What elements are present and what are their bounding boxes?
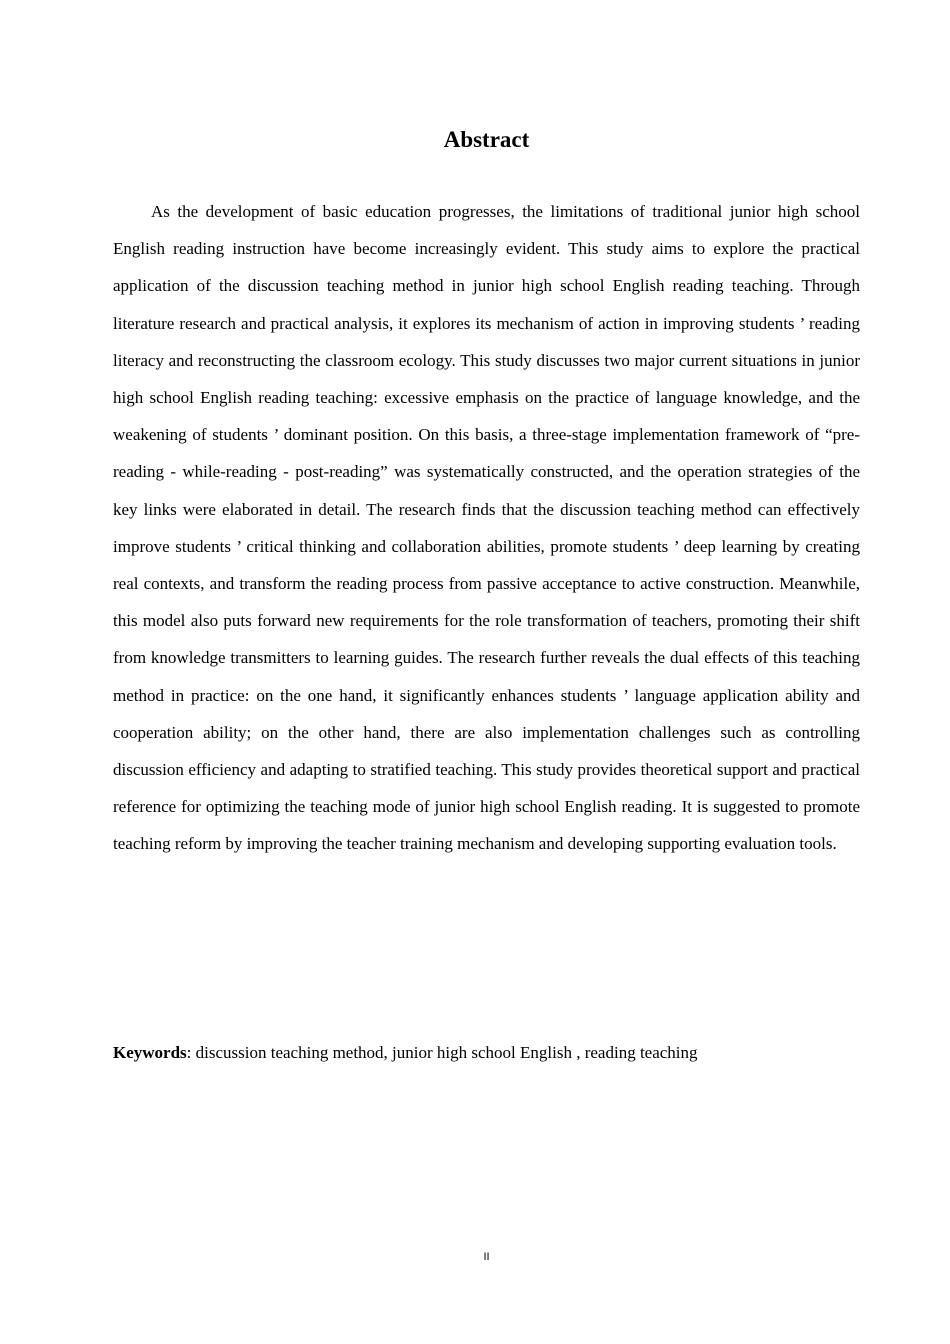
document-page (113, 0, 860, 1344)
abstract-body-text: As the development of basic education progresses, the limitations of traditional junior high school English reading instruction have become increasingly evident. This study aims to explore the practical application of the discussion teaching method in junior high school English reading teaching. Through literature research and practical analysis, it explores its mechanism of action in improving students ’ reading literacy and reconstructing the classroom ecology. This study discusses two major current situations in junior high school English reading teaching: excessive emphasis on the practice of language knowledge, and the weakening of students ’ dominant position. On this basis, a three-stage implementation framework of “pre-reading - while-reading - post-reading” was systematically constructed, and the operation strategies of the key links were elaborated in detail. The research finds that the discussion teaching method can effectively improve students ’ critical thinking and collaboration abilities, promote students ’ deep learning by creating real contexts, and transform the reading process from passive acceptance to active construction. Meanwhile, this model also puts forward new requirements for the role transformation of teachers, promoting their shift from knowledge transmitters to learning guides. The research further reveals the dual effects of this teaching method in practice: on the one hand, it significantly enhances students ’ language application ability and cooperation ability; on the other hand, there are also implementation challenges such as controlling discussion efficiency and adapting to stratified teaching. This study provides theoretical support and practical reference for optimizing the teaching mode of junior high school English reading. It is suggested to promote teaching reform by improving the teacher training mechanism and developing supporting evaluation tools. (113, 202, 860, 854)
keywords-line (113, 1038, 860, 1068)
keywords-text: : discussion teaching method, junior high school English , reading teaching (186, 1043, 698, 1062)
keywords-label: Keywords (113, 1043, 187, 1062)
abstract-title: Abstract (443, 127, 530, 152)
page-number: II (483, 1251, 490, 1263)
